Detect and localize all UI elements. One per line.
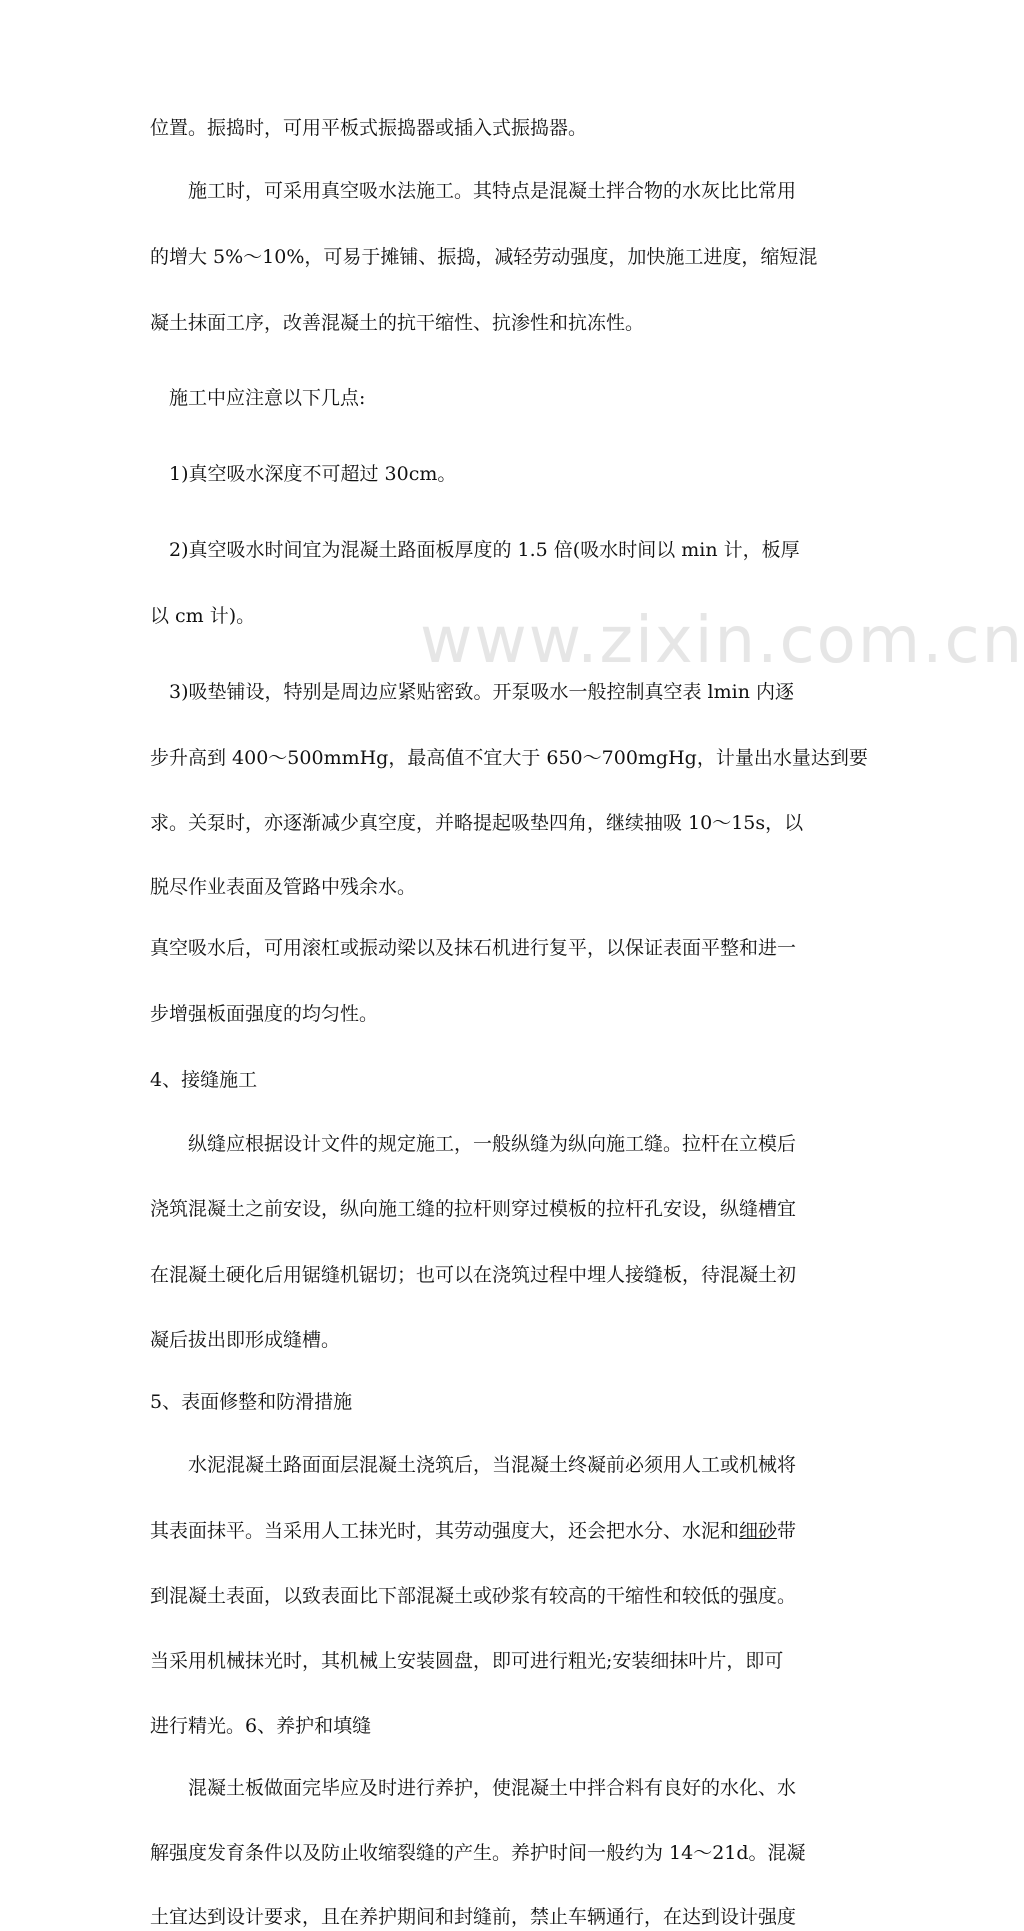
underlined-term: 细砂 <box>739 1520 778 1542</box>
section-heading: 5、表面修整和防滑措施 <box>150 1391 353 1413</box>
text-line: 位置。振捣时，可用平板式振捣器或插入式振捣器。 <box>150 117 588 139</box>
text-line: 纵缝应根据设计文件的规定施工，一般纵缝为纵向施工缝。拉杆在立模后 <box>150 1133 797 1155</box>
text-line: 土宜达到设计要求，且在养护期间和封缝前，禁止车辆通行，在达到设计强度 <box>150 1906 797 1928</box>
list-item: 2)真空吸水时间宜为混凝土路面板厚度的 1.5 倍(吸水时间以 min 计，板厚 <box>150 539 800 561</box>
text-line: 凝后拔出即形成缝槽。 <box>150 1329 341 1351</box>
text-line <box>150 1517 797 1545</box>
text-line: 凝土抹面工序，改善混凝土的抗干缩性、抗渗性和抗冻性。 <box>150 312 645 334</box>
text-line: 步增强板面强度的均匀性。 <box>150 1003 379 1025</box>
text-line: 施工中应注意以下几点: <box>150 387 366 409</box>
text-span: 其表面抹平。当采用人工抹光时，其劳动强度大，还会把水分、水泥和 <box>150 1520 740 1542</box>
section-heading: 4、接缝施工 <box>150 1069 258 1091</box>
text-span: 带 <box>777 1520 797 1542</box>
text-line: 步升高到 400～500mmHg，最高值不宜大于 650～700mgHg，计量出水量达到要 <box>150 747 868 769</box>
text-line: 求。关泵时，亦逐渐减少真空度，并略提起吸垫四角，继续抽吸 10～15s，以 <box>150 812 804 834</box>
text-line: 解强度发育条件以及防止收缩裂缝的产生。养护时间一般约为 14～21d。混凝 <box>150 1842 806 1864</box>
text-line: 真空吸水后，可用滚杠或振动梁以及抹石机进行复平，以保证表面平整和进一 <box>150 937 797 959</box>
text-line: 水泥混凝土路面面层混凝土浇筑后，当混凝土终凝前必须用人工或机械将 <box>150 1454 797 1476</box>
text-line: 施工时，可采用真空吸水法施工。其特点是混凝土拌合物的水灰比比常用 <box>150 180 797 202</box>
text-line: 到混凝土表面，以致表面比下部混凝土或砂浆有较高的干缩性和较低的强度。 <box>150 1585 797 1607</box>
text-line: 的增大 5%～10%，可易于摊铺、振捣，减轻劳动强度，加快施工进度，缩短混 <box>150 246 818 268</box>
text-line: 浇筑混凝土之前安设，纵向施工缝的拉杆则穿过模板的拉杆孔安设，纵缝槽宜 <box>150 1198 797 1220</box>
text-line: 以 cm 计)。 <box>150 605 256 627</box>
text-line: 在混凝土硬化后用锯缝机锯切；也可以在浇筑过程中埋人接缝板，待混凝土初 <box>150 1264 797 1286</box>
list-item: 1)真空吸水深度不可超过 30cm。 <box>150 463 457 485</box>
text-line: 进行精光。6、养护和填缝 <box>150 1715 372 1737</box>
watermark: www.zixin.com.cn <box>420 604 1024 678</box>
text-line: 脱尽作业表面及管路中残余水。 <box>150 876 417 898</box>
text-line: 混凝土板做面完毕应及时进行养护，使混凝土中拌合料有良好的水化、水 <box>150 1777 797 1799</box>
text-line: 当采用机械抹光时，其机械上安装圆盘，即可进行粗光;安装细抹叶片，即可 <box>150 1650 784 1672</box>
list-item: 3)吸垫铺设，特别是周边应紧贴密致。开泵吸水一般控制真空表 lmin 内逐 <box>150 681 794 703</box>
